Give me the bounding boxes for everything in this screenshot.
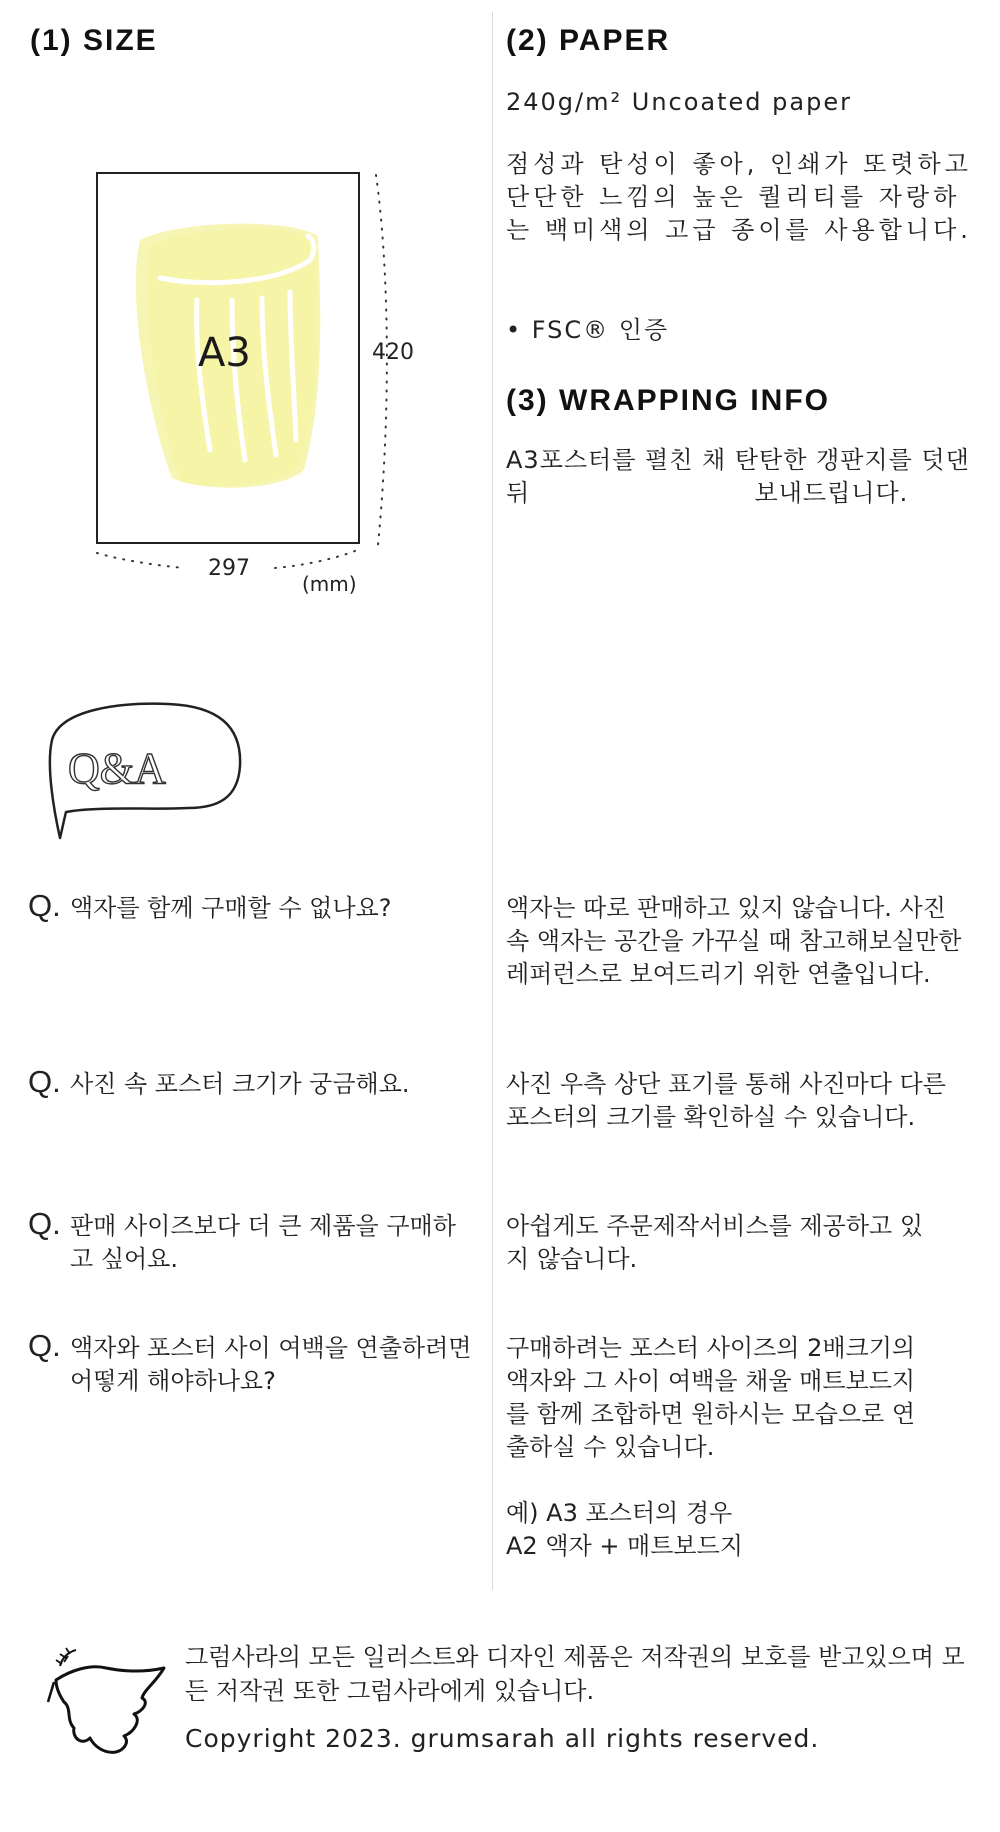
answer-text: 사진 우측 상단 표기를 통해 사진마다 다른 포스터의 크기를 확인하실 수 있습니다. [506, 1070, 946, 1131]
question-mark: Q. [28, 888, 61, 923]
height-dimension: 420 [372, 340, 414, 365]
answer-example-line: A2 액자 + 매트보드지 [506, 1532, 743, 1560]
question-text: 액자와 포스터 사이 여백을 연출하려면 어떻게 해야하나요? [70, 1334, 472, 1395]
question-mark: Q. [28, 1064, 61, 1099]
answer-text: 액자는 따로 판매하고 있지 않습니다. 사진 속 액자는 공간을 가꾸실 때 참고해보실만한 레퍼런스로 보여드리기 위한 연출입니다. [506, 894, 962, 988]
question-text: 판매 사이즈보다 더 큰 제품을 구매하고 싶어요. [70, 1212, 456, 1273]
size-heading: (1) SIZE [30, 24, 158, 57]
speech-bubble-icon [38, 696, 248, 846]
qa-badge [38, 696, 248, 850]
answer-body: 구매하려는 포스터 사이즈의 2배크기의 액자와 그 사이 여백을 채울 매트보드지를 함께 조합하면 원하시는 모습으로 연출하실 수 있습니다. [506, 1334, 916, 1461]
answer-text [506, 1332, 926, 1563]
paper-spec: 240g/m² Uncoated paper [506, 88, 852, 116]
format-label: A3 [198, 330, 251, 376]
width-dimension: 297 [208, 556, 250, 581]
answer-example-line: 예) A3 포스터의 경우 [506, 1499, 733, 1527]
wrapping-description: A3포스터를 펼친 채 탄탄한 갱판지를 덧댄 뒤 보내드립니다. [506, 446, 979, 507]
fsc-certification: • FSC® 인증 [506, 316, 670, 344]
copyright-line: Copyright 2023. grumsarah all rights reserved. [185, 1724, 820, 1753]
question-text: 사진 속 포스터 크기가 궁금해요. [70, 1070, 410, 1098]
copyright-notice: 그럼사라의 모든 일러스트와 디자인 제품은 저작권의 보호를 받고있으며 모든 저작권 또한 그럼사라에게 있습니다. [185, 1643, 965, 1705]
qa-badge-text: Q&A [68, 744, 166, 793]
wrapping-heading: (3) WRAPPING INFO [506, 384, 830, 417]
poster-diagram-icon [0, 150, 460, 610]
question-mark: Q. [28, 1206, 61, 1241]
paper-description: 점성과 탄성이 좋아, 인쇄가 또렷하고 단단한 느낌의 높은 퀄리티를 자랑하는 백미색의 고급 종이를 사용합니다. [506, 150, 972, 244]
dove-logo-icon [46, 1642, 176, 1762]
column-divider [492, 12, 493, 1590]
unit-label: (mm) [302, 572, 357, 596]
question-mark: Q. [28, 1328, 61, 1363]
paper-heading: (2) PAPER [506, 24, 671, 57]
answer-text: 아쉽게도 주문제작서비스를 제공하고 있지 않습니다. [506, 1212, 924, 1273]
question-text: 액자를 함께 구매할 수 없나요? [70, 894, 392, 922]
